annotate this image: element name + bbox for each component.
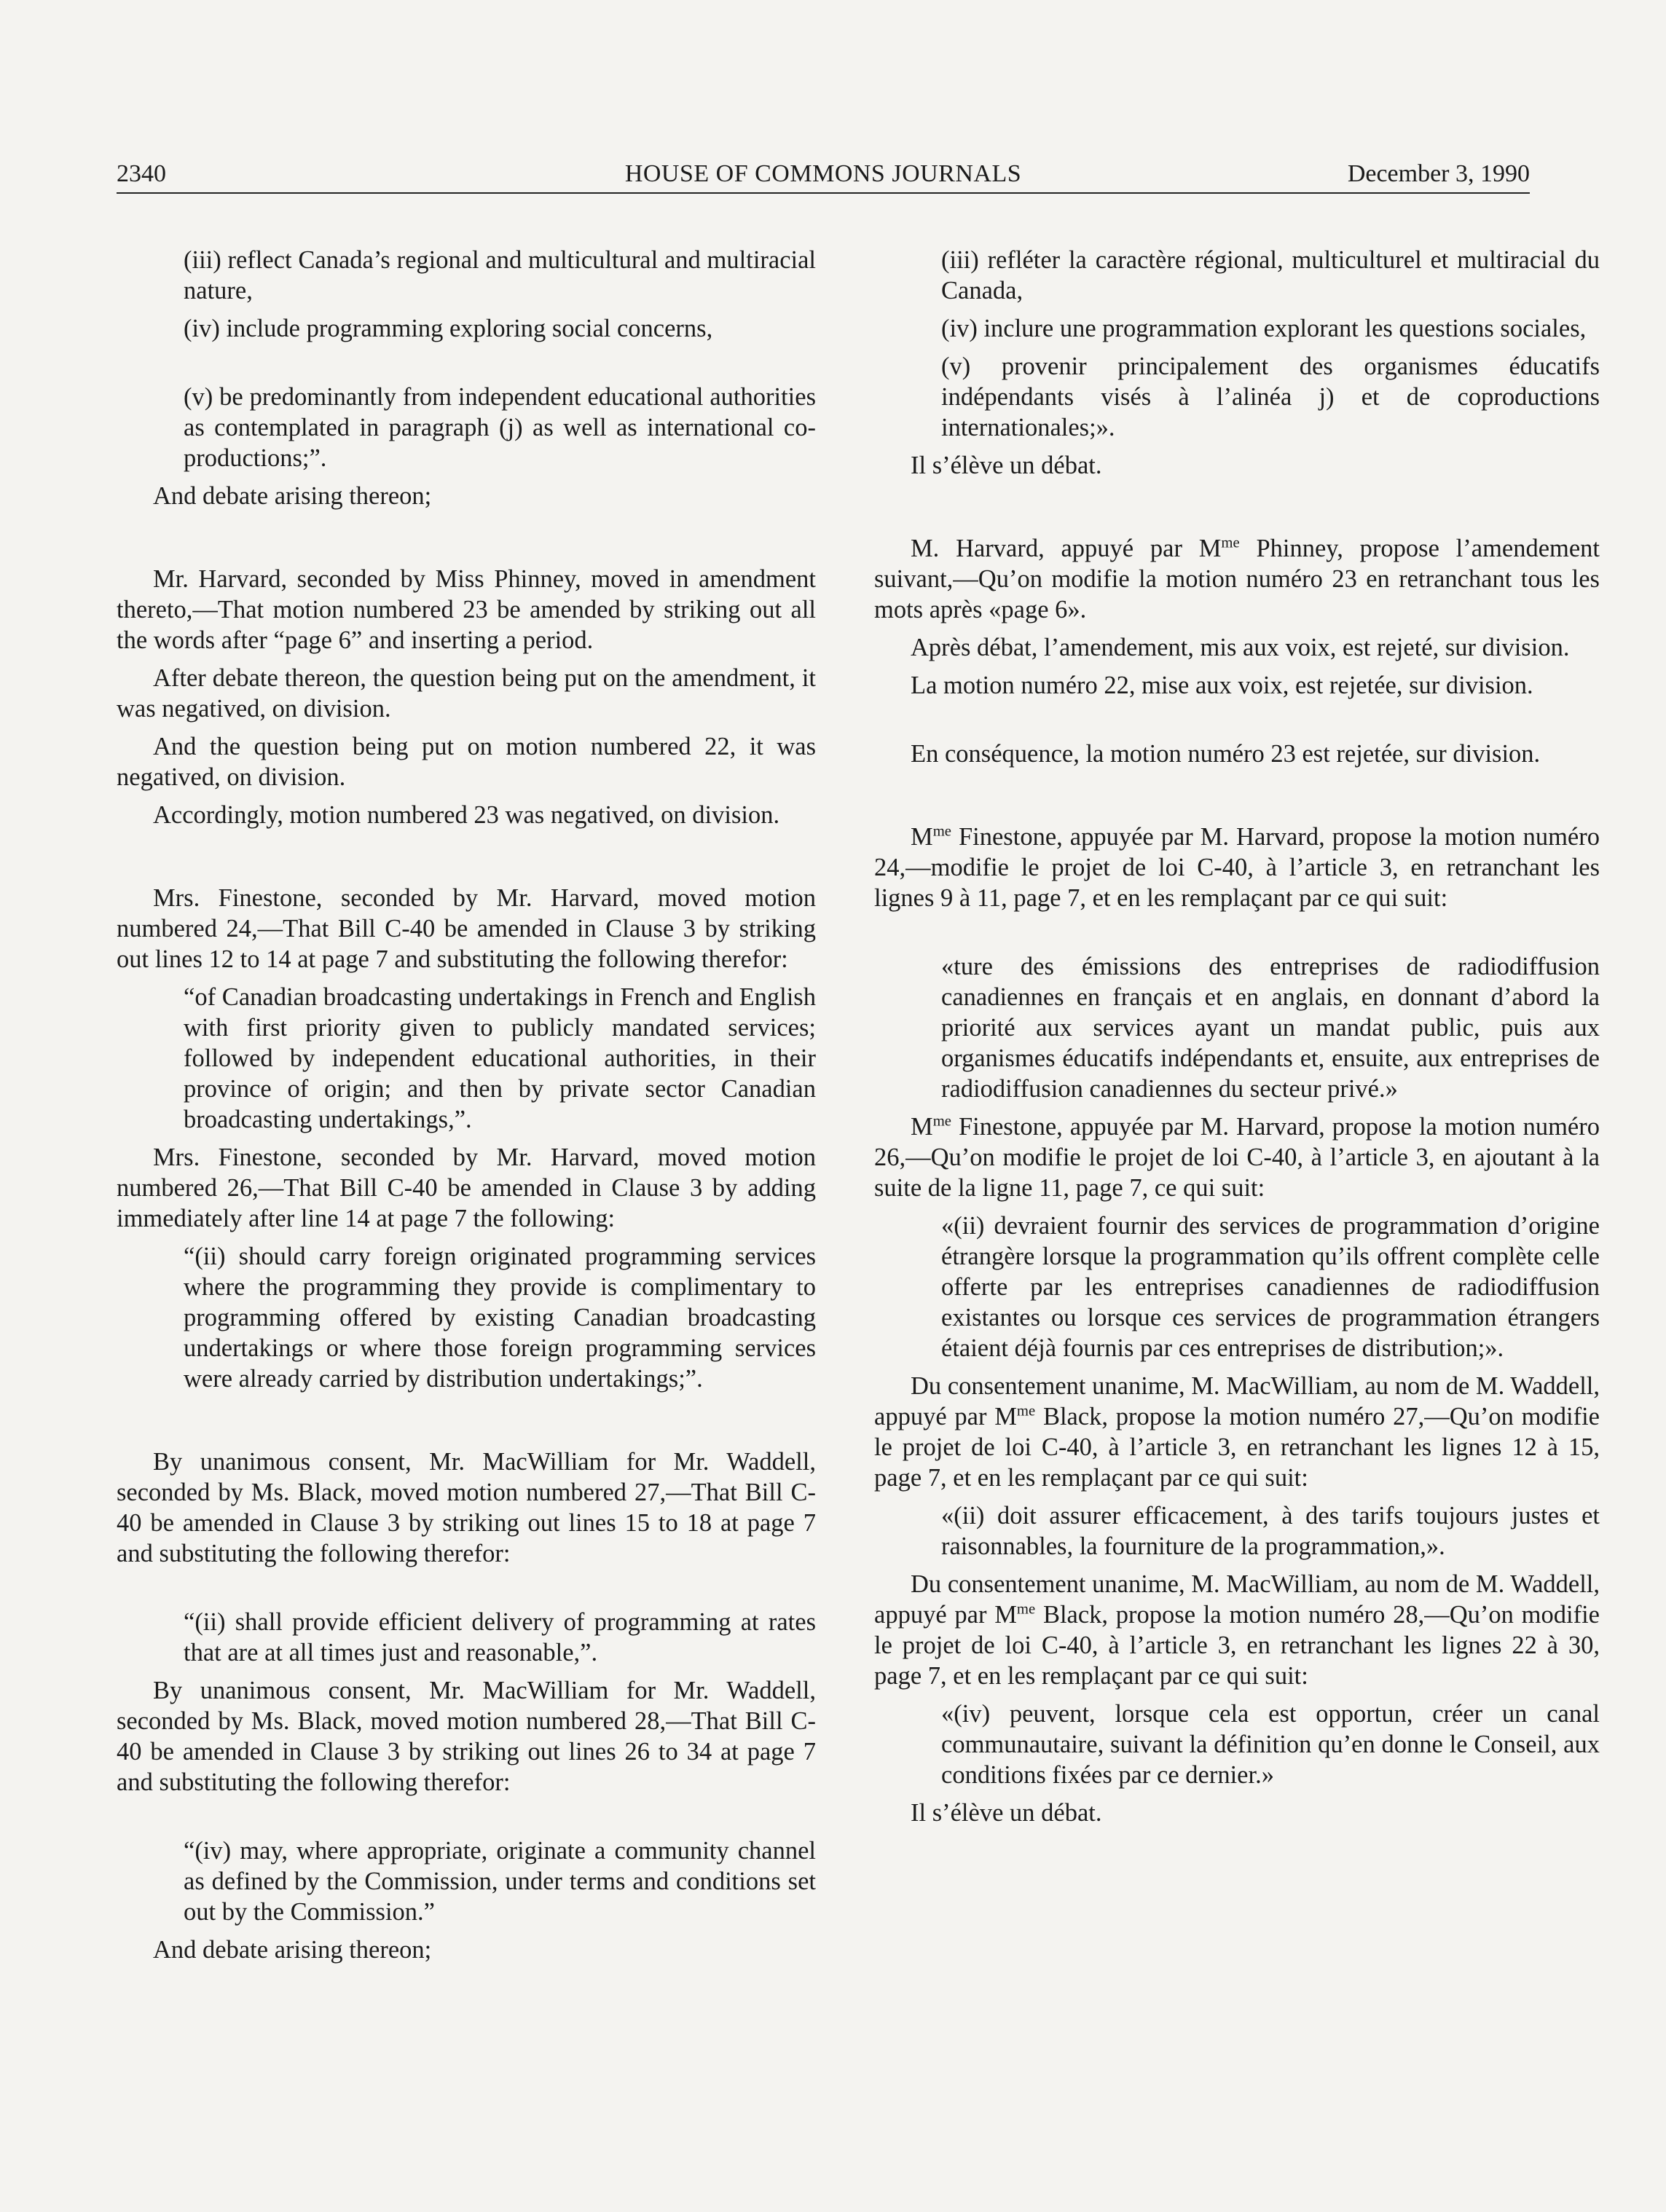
en-motion-26: Mrs. Finestone, seconded by Mr. Harvard, moved motion numbered 26,—That Bill C-40 be amended in Clause 3 by adding immediately after line 14 at page 7 the following: <box>117 1144 816 1232</box>
fr-motion-28: Du consentement unanime, M. MacWilliam, au nom de M. Waddell, appuyé par $M^{me}$ Black, propose la motion numéro 28,—Qu’on modifie le projet de loi C-40, à l’article 3, en retranchant les lignes 22 à 30, page 7, et en les remplaçant par ce qui suit: <box>874 1570 1600 1690</box>
en-debate-1: And debate arising thereon; <box>153 482 432 510</box>
en-clause-iii: (iii) reflect Canada’s regional and multicultural and multiracial nature, <box>184 246 816 304</box>
fr-motion-24-text: «ture des émissions des entreprises de radiodiffusion canadiennes en français et en anglais, en donnant d’abord la priorité aux services ayant un mandat public, puis aux organismes éducatifs indépendants et, ensuite, aux entreprises de radiodiffusion canadiennes du secteur privé.» <box>941 953 1600 1103</box>
french-column <box>874 245 1600 1828</box>
en-motion-22-negatived: And the question being put on motion numbered 22, it was negatived, on division. <box>117 733 816 791</box>
fr-motion-28-text: «(iv) peuvent, lorsque cela est opportun, créer un canal communautaire, suivant la définition qu’en donne le Conseil, aux conditions fixées par ce dernier.» <box>941 1700 1600 1789</box>
fr-motion-24: $M^{me}$ Finestone, appuyée par M. Harvard, propose la motion numéro 24,—modifie le projet de loi C-40, à l’article 3, en retranchant les lignes 9 à 11, page 7, et en les remplaçant par ce qui suit: <box>874 823 1600 912</box>
fr-motion-26: $M^{me}$ Finestone, appuyée par M. Harvard, propose la motion numéro 26,—Qu’on modifie le projet de loi C-40, à l’article 3, en ajoutant à la suite de la ligne 11, page 7, ce qui suit: <box>874 1113 1600 1202</box>
en-debate-2: And debate arising thereon; <box>153 1936 432 1964</box>
fr-debate-2: Il s’élève un débat. <box>911 1799 1102 1827</box>
en-clause-v: (v) be predominantly from independent educational authorities as contemplated in paragraph (j) as well as international co-productions;”. <box>184 383 816 472</box>
fr-clause-iii: (iii) refléter la caractère régional, multiculturel et multiracial du Canada, <box>941 246 1600 304</box>
en-clause-iv: (iv) include programming exploring social concerns, <box>184 315 713 342</box>
en-motion-27: By unanimous consent, Mr. MacWilliam for Mr. Waddell, seconded by Ms. Black, moved motion numbered 27,—That Bill C-40 be amended in Clause 3 by striking out lines 15 to 18 at page 7 and substituting the following therefor: <box>117 1448 816 1567</box>
en-motion-23-negatived: Accordingly, motion numbered 23 was negatived, on division. <box>153 801 780 829</box>
fr-amendment-negatived: Après débat, l’amendement, mis aux voix, est rejeté, sur division. <box>911 634 1570 661</box>
en-amendment-negatived: After debate thereon, the question being put on the amendment, it was negatived, on division. <box>117 664 816 723</box>
english-column <box>117 245 816 1965</box>
fr-motion-27-text: «(ii) doit assurer efficacement, à des tarifs toujours justes et raisonnables, la fourniture de la programmation,». <box>941 1502 1600 1560</box>
fr-clause-iv: (iv) inclure une programmation explorant les questions sociales, <box>941 315 1587 342</box>
en-motion-24-text: “of Canadian broadcasting undertakings in French and English with first priority given to publicly mandated services; followed by independent educational authorities, in their province of origin; and then by private sector Canadian broadcasting undertakings,”. <box>184 983 816 1133</box>
fr-debate-1: Il s’élève un débat. <box>911 452 1102 479</box>
page-number: 2340 <box>117 160 166 187</box>
fr-motion-23-negatived: En conséquence, la motion numéro 23 est rejetée, sur division. <box>911 740 1541 768</box>
fr-clause-v: (v) provenir principalement des organismes éducatifs indépendants visés à l’alinéa j) et de coproductions internationales;». <box>941 353 1600 441</box>
fr-harvard-amendment: M. Harvard, appuyé par $M^{me}$ Phinney, propose l’amendement suivant,—Qu’on modifie la motion numéro 23 en retranchant tous les mots après «page 6». <box>874 535 1600 623</box>
fr-motion-22-negatived: La motion numéro 22, mise aux voix, est rejetée, sur division. <box>911 672 1533 699</box>
en-motion-28-text: “(iv) may, where appropriate, originate a community channel as defined by the Commission, under terms and conditions set out by the Commission.” <box>184 1837 816 1926</box>
en-motion-24: Mrs. Finestone, seconded by Mr. Harvard, moved motion numbered 24,—That Bill C-40 be amended in Clause 3 by striking out lines 12 to 14 at page 7 and substituting the following therefor: <box>117 884 816 973</box>
en-harvard-amendment: Mr. Harvard, seconded by Miss Phinney, moved in amendment thereto,—That motion numbered 23 be amended by striking out all the words after “page 6” and inserting a period. <box>117 565 816 654</box>
fr-motion-27: Du consentement unanime, M. MacWilliam, au nom de M. Waddell, appuyé par $M^{me}$ Black, propose la motion numéro 27,—Qu’on modifie le projet de loi C-40, à l’article 3, en retranchant les lignes 12 à 15, page 7, et en les remplaçant par ce qui suit: <box>874 1372 1600 1492</box>
page-header <box>117 156 1530 194</box>
journal-date: December 3, 1990 <box>1347 160 1530 187</box>
fr-motion-26-text: «(ii) devraient fournir des services de programmation d’origine étrangère lorsque la programmation qu’ils offrent complète celle offerte par les entreprises canadiennes de radiodiffusion existantes ou lorsque ces services de programmation étrangers étaient déjà fournis par ces entreprises de distribution;». <box>941 1212 1600 1362</box>
en-motion-26-text: “(ii) should carry foreign originated programming services where the programming they provide is complimentary to programming offered by existing Canadian broadcasting undertakings or where those foreign programming services were already carried by distribution undertakings;”. <box>184 1243 816 1393</box>
en-motion-27-text: “(ii) shall provide efficient delivery of programming at rates that are at all times just and reasonable,”. <box>184 1608 816 1666</box>
en-motion-28: By unanimous consent, Mr. MacWilliam for Mr. Waddell, seconded by Ms. Black, moved motion numbered 28,—That Bill C-40 be amended in Clause 3 by striking out lines 26 to 34 at page 7 and substituting the following therefor: <box>117 1677 816 1796</box>
journal-title: HOUSE OF COMMONS JOURNALS <box>624 160 1022 187</box>
